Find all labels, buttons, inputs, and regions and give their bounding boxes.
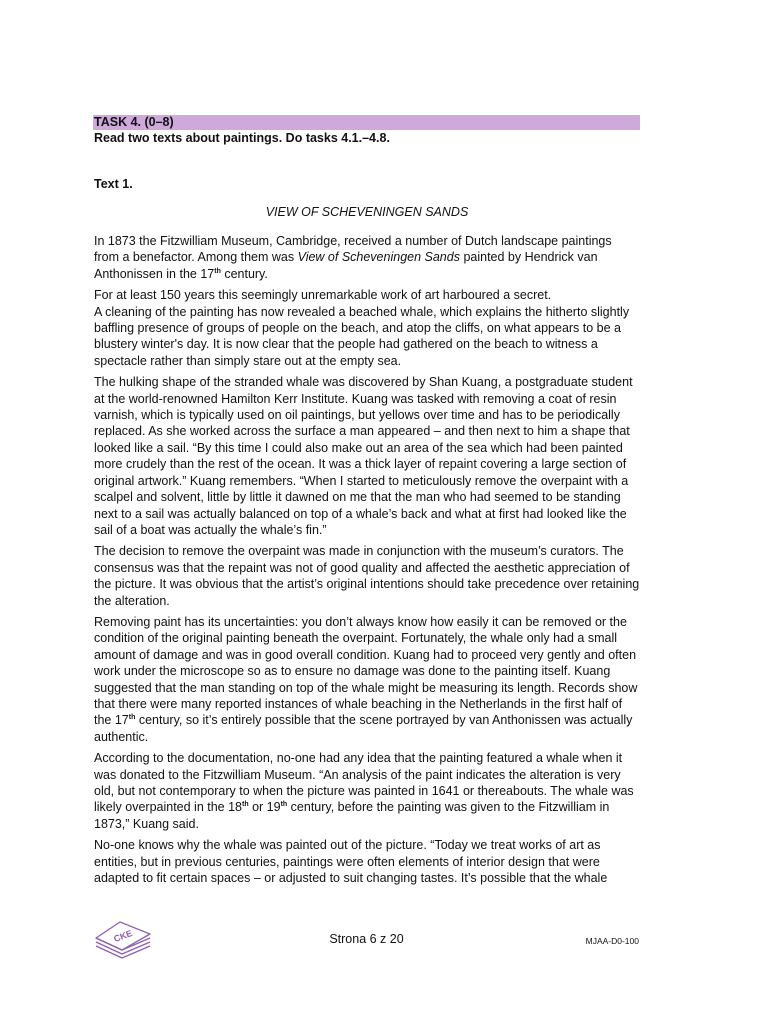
text: century. (220, 266, 268, 281)
painting-title: View of Scheveningen Sands (297, 250, 460, 265)
text-label: Text 1. (94, 177, 133, 191)
task-label: TASK 4. (0–8) (94, 115, 174, 129)
page-number: Strona 6 z 20 (329, 932, 404, 946)
paragraph-4: The decision to remove the overpaint was made in conjunction with the museum’s curators. The consensus was that the repaint was not of good quality and affected the aesthetic appreciation of the picture. It was obvious that the artist’s original intentions should take precedence over retaining the alteration. (94, 544, 640, 608)
paragraph-5 (94, 614, 640, 745)
paragraph-3: The hulking shape of the stranded whale was discovered by Shan Kuang, a postgraduate student at the world-renowned Hamilton Kerr Institute. Kuang was tasked with removing a coat of resin varnish, which is typically used on oil paintings, but yellows over time and has to be periodically replaced. As she worked across the surface a man appeared – and then next to him a shape that looked like a sail. “By this time I could also make out an area of the sea which had been painted more crudely than the rest of the ocean. It was a thick layer of repaint covering a large section of original artwork.” Kuang remembers. “When I started to meticulously remove the overpaint with a scalpel and solvent, little by little it dawned on me that the man who had seemed to be standing next to a sail was actually balanced on top of a whale’s back and what at first had looked like the sail of a boat was actually the whale’s fin.” (94, 375, 633, 537)
document-code: MJAA-D0-100 (585, 936, 639, 946)
text: Removing paint has its uncertainties: you don’t always know how easily it can be removed or the condition of the original painting beneath the overpaint. Fortunately, the whale only had a small amount of damage and was in good overall condition. Kuang had to proceed very gently and often work under the microscope so as to ensure no damage was done to the painting itself. Kuang suggested that the man standing on top of the whale might be measuring its length. Records show that there were many reported instances of whale beaching in the Netherlands in the first half of the 17 (94, 614, 638, 728)
paragraph-7: No-one knows why the whale was painted out of the picture. “Today we treat works of art as entities, but in previous centuries, paintings were often elements of interior design that were adapted to fit certain spaces – or adjusted to suit changing tastes. It’s possible that the whale (94, 838, 608, 886)
superscript: th (280, 801, 288, 809)
text: century, before the painting was given to the Fitzwilliam in 1873,” Kuang said. (94, 800, 610, 831)
text: According to the documentation, no-one had any idea that the painting featured a whale when it was donated to the Fitzwilliam Museum. “An analysis of the paint indicates the alteration is very old, but not contemporary to when the picture was painted in 1641 or thereabouts. The whale was likely overpainted in the 18 (94, 751, 634, 815)
text: painted by Hendrick van Anthonissen in the 17 (94, 250, 598, 281)
superscript: th (242, 801, 249, 809)
paragraph-2 (94, 287, 640, 369)
article-body (94, 233, 640, 891)
text: A cleaning of the painting has now revealed a beached whale, which explains the hitherto slightly baffling presence of groups of people on the beach, and atop the cliffs, on what appears to be a blustery winter's day. It is now clear that the people had gathered on the beach to witness a spectacle rather than simply stare out at the empty sea. (94, 304, 630, 368)
task-header-bar (93, 115, 640, 130)
paragraph-6 (94, 750, 640, 832)
superscript: th (128, 714, 136, 722)
text: century, so it’s entirely possible that the scene portrayed by van Anthonissen was actually authentic. (94, 713, 633, 744)
article-title: VIEW OF SCHEVENINGEN SANDS (265, 205, 469, 219)
logo-text: CKE (112, 928, 134, 944)
superscript: th (214, 267, 221, 275)
paragraph-1 (94, 233, 640, 282)
task-instruction: Read two texts about paintings. Do tasks 4.1.–4.8. (94, 131, 390, 145)
text: For at least 150 years this seemingly unremarkable work of art harboured a secret. (94, 288, 552, 303)
text: In 1873 the Fitzwilliam Museum, Cambridge, received a number of Dutch landscape paintings from a benefactor. Among them was (94, 234, 612, 265)
text: or 19 (248, 800, 281, 815)
